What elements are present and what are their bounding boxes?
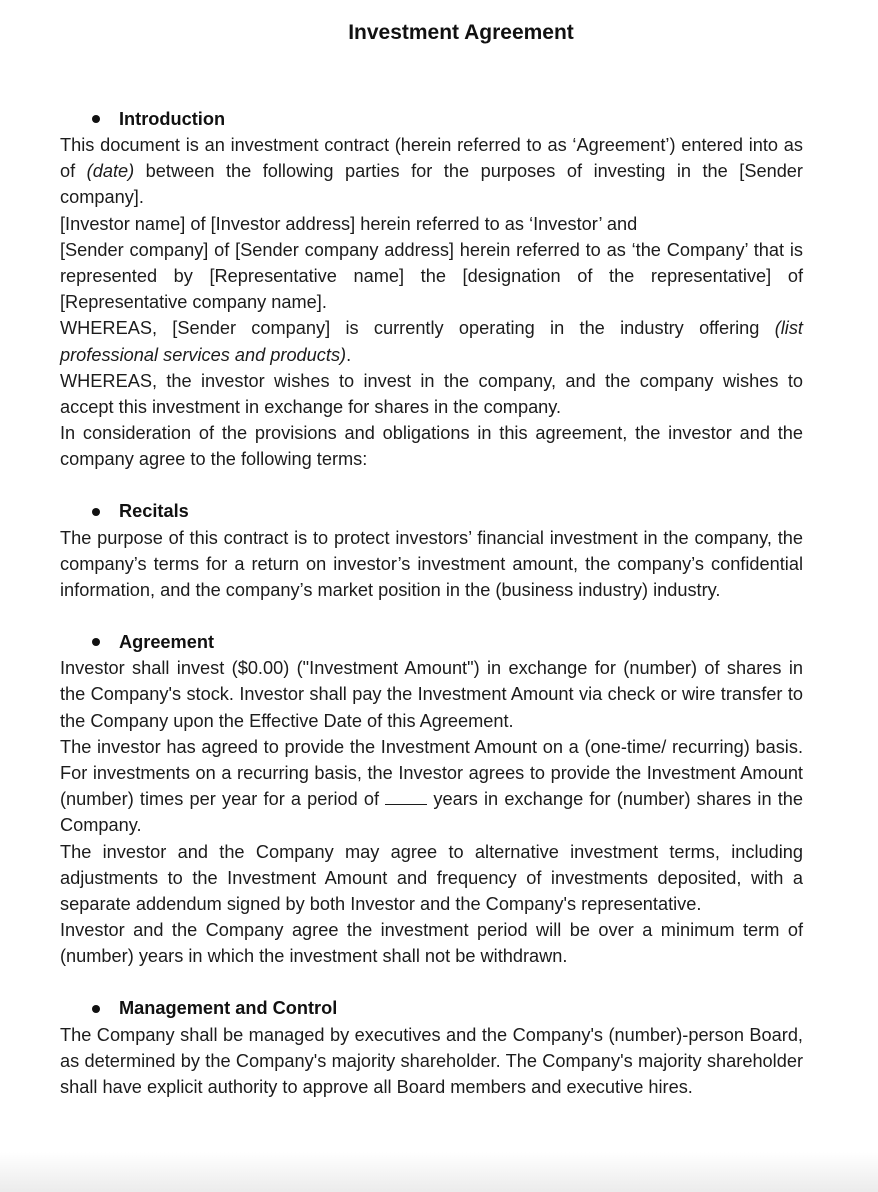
document-body: [60, 106, 803, 1126]
section-heading: [60, 629, 803, 655]
text-run: The investor has agreed to provide the Investment Amount on a (one-time/ recurring) basis. For investments on a recurring basis, the Investor agrees to provide the Investment Amount (number) times per year for a period of: [60, 736, 803, 810]
bullet-icon: [92, 508, 100, 516]
placeholder-list: (list professional services and products): [60, 318, 803, 365]
bullet-icon: [92, 1005, 100, 1013]
section-agreement: [60, 629, 803, 969]
text-run: years in exchange for (number) shares in the Company.: [60, 789, 804, 836]
section-heading-text: Management and Control: [119, 998, 338, 1019]
paragraph: [60, 132, 803, 211]
placeholder-date: (date): [86, 161, 135, 182]
paragraph: [Sender company] of [Sender company address] herein referred to as ‘the Company’ that is represented by [Representative name] the [designation of the representative] of [Representative company name].: [60, 239, 803, 313]
paragraph: Investor shall invest ($0.00) ("Investment Amount") in exchange for (number) of shares in the Company's stock. Investor shall pay the Investment Amount via check or wire transfer to the Company upon the Effective Date of this Agreement.: [60, 658, 803, 731]
document-title: Investment Agreement: [348, 21, 574, 44]
section-heading-text: Introduction: [119, 108, 226, 129]
blank-line: [385, 788, 427, 805]
bullet-icon: [92, 638, 100, 646]
section-heading-text: Agreement: [119, 631, 215, 652]
text-run: This document is an investment contract (herein referred to as ‘Agreement’) entered into as of: [60, 135, 803, 182]
section-heading: [60, 996, 803, 1022]
section-introduction: [60, 106, 803, 473]
paragraph: WHEREAS, the investor wishes to invest in the company, and the company wishes to accept this investment in exchange for shares in the company.: [60, 370, 803, 418]
paragraph: [60, 734, 803, 839]
bullet-icon: [92, 115, 100, 123]
paragraph: Investor and the Company agree the investment period will be over a minimum term of (number) years in which the investment shall not be withdrawn.: [60, 920, 803, 967]
paragraph: [Investor name] of [Investor address] herein referred to as ‘Investor’ and: [60, 213, 638, 234]
text-run: .: [346, 344, 352, 365]
paragraph: [60, 315, 803, 367]
text-run: between the following parties for the purposes of investing in the [Sender company].: [60, 161, 803, 208]
paragraph: The Company shall be managed by executives and the Company's (number)-person Board, as determined by the Company's majority shareholder. The Company's majority shareholder shall have explicit authority to approve all Board members and executive hires.: [60, 1024, 803, 1098]
paragraph: In consideration of the provisions and obligations in this agreement, the investor and the company agree to the following terms:: [60, 423, 803, 470]
section-heading: [60, 499, 803, 525]
section-heading-text: Recitals: [119, 501, 189, 522]
paragraph: The investor and the Company may agree to alternative investment terms, including adjustments to the Investment Amount and frequency of investments deposited, with a separate addendum signed by both Investor and the Company's representative.: [60, 841, 803, 915]
section-recitals: [60, 499, 803, 604]
text-run: WHEREAS, [Sender company] is currently operating in the industry offering: [60, 318, 775, 339]
section-heading: [60, 106, 803, 132]
section-management-and-control: [60, 996, 803, 1101]
paragraph: The purpose of this contract is to protect investors’ financial investment in the company, the company’s terms for a return on investor’s investment amount, the company’s confidential information, and the company’s market position in the (business industry) industry.: [60, 527, 803, 601]
page-bottom-shadow: [0, 1152, 878, 1192]
